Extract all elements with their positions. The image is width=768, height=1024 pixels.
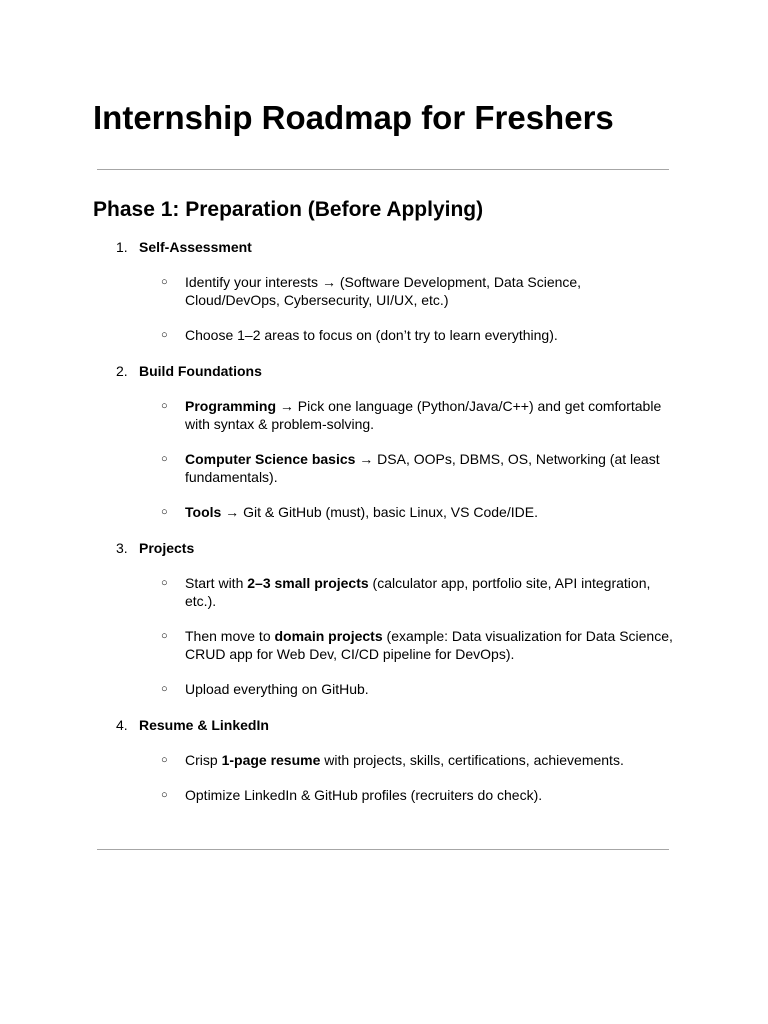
bullet-pre-text: Crisp xyxy=(185,752,222,768)
bullet-marker-icon: ○ xyxy=(161,400,168,412)
bullet-bold-text: 2–3 small projects xyxy=(247,575,369,591)
horizontal-rule-top xyxy=(97,169,669,170)
list-number-2: 2. xyxy=(116,363,128,379)
item-1-bullet-2 xyxy=(185,326,675,344)
item-2-bullet-1 xyxy=(185,397,675,433)
bullet-text: (example: Data visualization for Data Science, CRUD app for Web Dev, CI/CD pipeline for DevOps). xyxy=(185,628,673,662)
bullet-text: → Git & GitHub (must), basic Linux, VS Code/IDE. xyxy=(221,504,538,520)
bullet-text: with projects, skills, certifications, achievements. xyxy=(320,752,624,768)
item-2-bullet-3 xyxy=(185,503,675,521)
bullet-bold-text: domain projects xyxy=(274,628,383,644)
bullet-pre-text: Start with xyxy=(185,575,248,591)
bullet-text: (calculator app, portfolio site, API integration, etc.). xyxy=(185,575,651,609)
bullet-marker-icon: ○ xyxy=(161,577,168,589)
bullet-bold-text: Programming xyxy=(185,398,277,414)
bullet-marker-icon: ○ xyxy=(161,276,168,288)
item-3-bullet-3 xyxy=(185,680,675,698)
bullet-marker-icon: ○ xyxy=(161,506,168,518)
item-2-bullet-2 xyxy=(185,450,675,486)
bullet-bold-text: Tools xyxy=(185,504,222,520)
bullet-text: → Pick one language (Python/Java/C++) and get comfortable with syntax & problem-solving. xyxy=(185,398,662,432)
list-number-3: 3. xyxy=(116,540,128,556)
bullet-bold-text: 1-page resume xyxy=(221,752,321,768)
bullet-marker-icon: ○ xyxy=(161,754,168,766)
item-3-bullet-1 xyxy=(185,574,675,610)
bullet-bold-text: Computer Science basics xyxy=(185,451,356,467)
bullet-marker-icon: ○ xyxy=(161,630,168,642)
bullet-text: Identify your interests → (Software Development, Data Science, Cloud/DevOps, Cybersecurity, UI/UX, etc.) xyxy=(185,274,582,308)
bullet-marker-icon: ○ xyxy=(161,683,168,695)
item-2-label: Build Foundations xyxy=(139,363,262,379)
list-number-4: 4. xyxy=(116,717,128,733)
item-3-bullet-2 xyxy=(185,627,675,663)
item-4-label: Resume & LinkedIn xyxy=(139,717,269,733)
horizontal-rule-bottom xyxy=(97,849,669,850)
item-3-label: Projects xyxy=(139,540,195,556)
bullet-marker-icon: ○ xyxy=(161,789,168,801)
bullet-pre-text: Then move to xyxy=(185,628,275,644)
item-4-bullet-2 xyxy=(185,786,675,804)
bullet-text: → DSA, OOPs, DBMS, OS, Networking (at least fundamentals). xyxy=(185,451,660,485)
item-1-label: Self-Assessment xyxy=(139,239,252,255)
item-4-bullet-1 xyxy=(185,751,675,769)
bullet-marker-icon: ○ xyxy=(161,329,168,341)
bullet-text: Choose 1–2 areas to focus on (don’t try to learn everything). xyxy=(185,327,558,343)
bullet-text: Upload everything on GitHub. xyxy=(185,681,369,697)
document-title: Internship Roadmap for Freshers xyxy=(93,99,614,136)
item-1-bullet-1 xyxy=(185,273,675,309)
list-number-1: 1. xyxy=(116,239,128,255)
phase-1-heading: Phase 1: Preparation (Before Applying) xyxy=(93,198,484,221)
bullet-text: Optimize LinkedIn & GitHub profiles (recruiters do check). xyxy=(185,787,543,803)
bullet-marker-icon: ○ xyxy=(161,453,168,465)
